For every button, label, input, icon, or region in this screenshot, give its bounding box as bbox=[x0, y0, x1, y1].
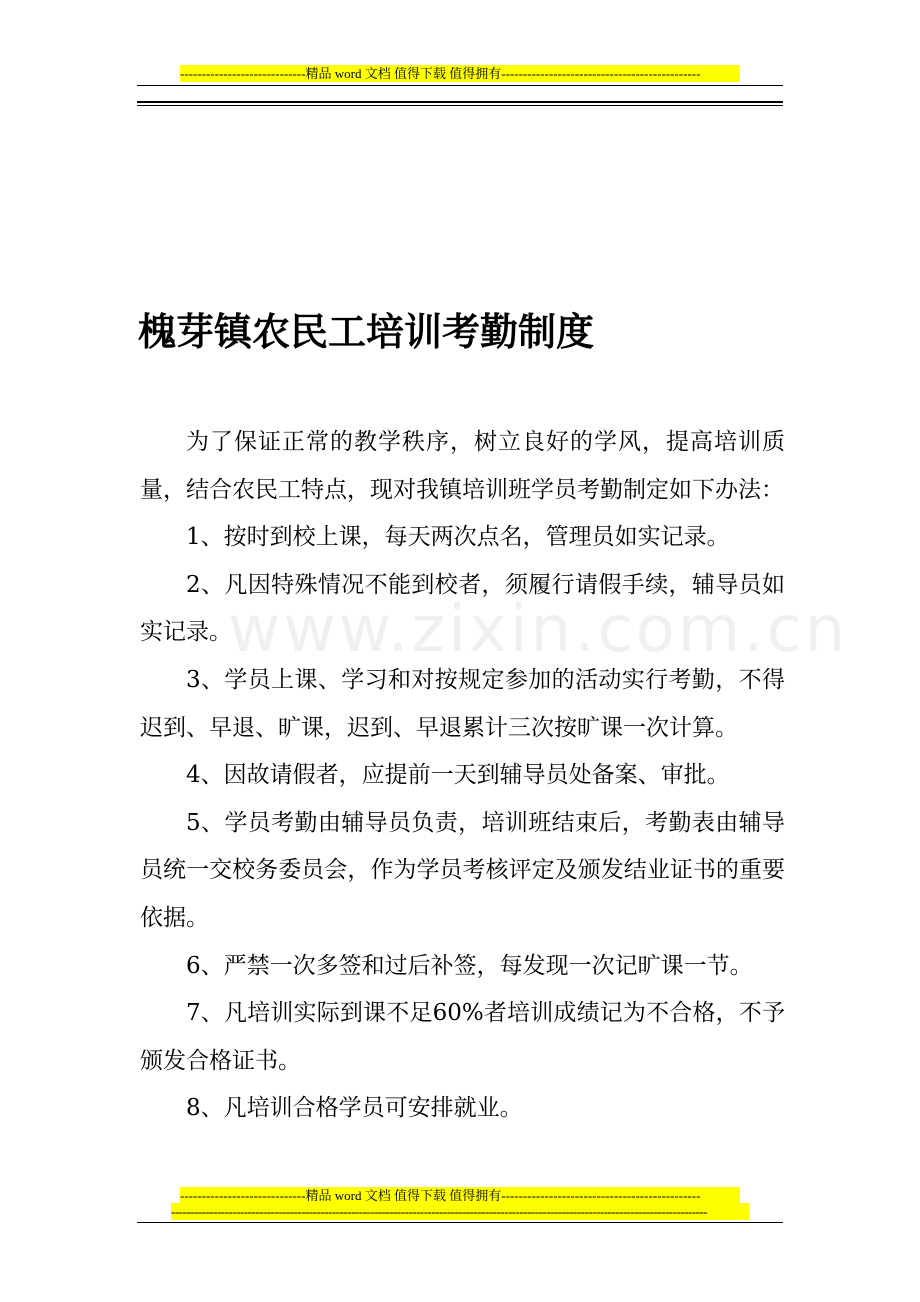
footer-banner: -----------------------------精品 word 文档 值得下载 值得拥有---------------------------------------------- bbox=[180, 1187, 740, 1204]
header-divider-thin bbox=[137, 85, 783, 86]
rule-item-3: 3、学员上课、学习和对按规定参加的活动实行考勤，不得迟到、早退、旷课，迟到、早退累计三次按旷课一次计算。 bbox=[140, 666, 785, 741]
rule-item-8: 8、凡培训合格学员可安排就业。 bbox=[186, 1095, 523, 1122]
document-body bbox=[140, 419, 849, 1133]
document-title: 槐芽镇农民工培训考勤制度 bbox=[138, 310, 595, 354]
intro-paragraph: 为了保证正常的教学秩序，树立良好的学风，提高培训质量，结合农民工特点，现对我镇培训班学员考勤制定如下办法： bbox=[140, 429, 785, 503]
header-divider-double-bottom bbox=[137, 105, 783, 106]
header-divider-double-top bbox=[137, 101, 783, 103]
watermark: www.zixin.com.cn bbox=[228, 593, 849, 667]
rule-item-1: 1、按时到校上课，每天两次点名，管理员如实记录。 bbox=[186, 524, 730, 551]
rule-item-2: 2、凡因特殊情况不能到校者，须履行请假手续，辅导员如实记录。 bbox=[140, 571, 785, 646]
rule-item-6: 6、严禁一次多签和过后补签，每发现一次记旷课一节。 bbox=[186, 952, 753, 979]
rule-item-7: 7、凡培训实际到课不足60%者培训成绩记为不合格，不予颁发合格证书。 bbox=[140, 1000, 785, 1074]
rule-item-5: 5、学员考勤由辅导员负责，培训班结束后，考勤表由辅导员统一交校务委员会，作为学员考核评定及颁发结业证书的重要依据。 bbox=[140, 809, 785, 931]
header-banner: -----------------------------精品 word 文档 值得下载 值得拥有---------------------------------------------- bbox=[180, 65, 740, 82]
rule-item-4: 4、因故请假者，应提前一天到辅导员处备案、审批。 bbox=[186, 762, 730, 789]
footer-banner-dashes: -------------------------------------------------------------------------------------------------------------------------------------------- bbox=[171, 1203, 749, 1220]
footer-divider bbox=[137, 1222, 783, 1223]
